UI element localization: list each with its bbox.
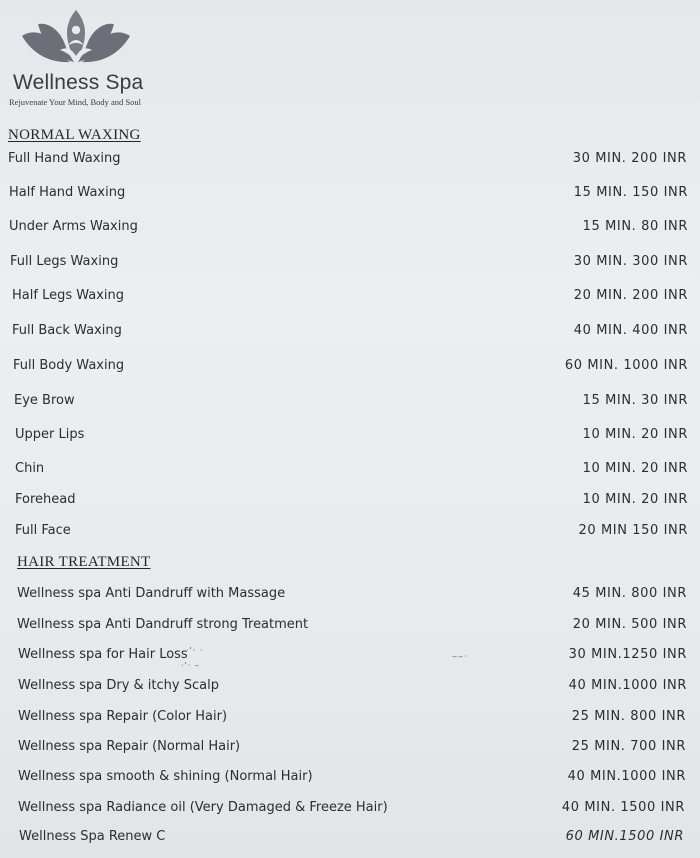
service-price: 40 MIN. 400 INR xyxy=(573,323,688,338)
lotus-icon xyxy=(20,6,132,68)
list-item xyxy=(0,288,700,308)
service-price: 15 MIN. 150 INR xyxy=(573,185,688,200)
section-title-hair-treatment: HAIR TREATMENT xyxy=(17,554,151,570)
service-name: Wellness spa smooth & shining (Normal Hair) xyxy=(18,769,313,784)
service-price: 30 MIN. 200 INR xyxy=(572,151,687,166)
service-name: Half Legs Waxing xyxy=(12,288,125,303)
list-item xyxy=(0,427,700,447)
print-specks: ‒‒· xyxy=(452,652,468,661)
service-name: Upper Lips xyxy=(15,427,85,442)
service-price: 30 MIN. 300 INR xyxy=(573,254,688,269)
print-specks: ·'· · xyxy=(186,646,204,655)
service-name: Wellness Spa Renew C xyxy=(19,829,166,844)
service-price: 40 MIN. 1500 INR xyxy=(561,800,685,815)
list-item xyxy=(0,358,700,378)
service-price: 15 MIN. 30 INR xyxy=(582,393,688,408)
service-name: Full Body Waxing xyxy=(13,358,125,373)
service-price: 25 MIN. 800 INR xyxy=(571,709,686,724)
service-name: Wellness spa Repair (Color Hair) xyxy=(18,709,228,724)
service-name: Forehead xyxy=(15,492,76,507)
service-price: 20 MIN. 500 INR xyxy=(572,617,687,632)
service-name: Full Legs Waxing xyxy=(10,254,119,269)
section-title-normal-waxing: NORMAL WAXING xyxy=(8,127,141,143)
list-item xyxy=(0,254,700,274)
service-price: 25 MIN. 700 INR xyxy=(571,739,686,754)
service-name: Full Face xyxy=(15,523,71,538)
list-item xyxy=(0,523,700,543)
list-item xyxy=(0,151,700,171)
list-item xyxy=(0,586,700,606)
service-name: Full Back Waxing xyxy=(12,323,122,338)
print-specks: ·'· – xyxy=(181,661,200,670)
service-name: Half Hand Waxing xyxy=(9,185,126,200)
list-item xyxy=(0,393,700,413)
service-price: 10 MIN. 20 INR xyxy=(582,492,688,507)
list-item xyxy=(0,647,700,667)
list-item xyxy=(0,492,700,512)
service-name: Wellness spa Dry & itchy Scalp xyxy=(18,678,219,693)
service-price: 10 MIN. 20 INR xyxy=(582,427,688,442)
list-item xyxy=(0,185,700,205)
service-price: 30 MIN.1250 INR xyxy=(568,647,687,662)
list-item xyxy=(0,617,700,637)
service-name: Chin xyxy=(15,461,45,476)
service-price: 20 MIN 150 INR xyxy=(578,523,688,538)
service-name: Wellness spa Repair (Normal Hair) xyxy=(18,739,241,754)
brand-name: Wellness Spa xyxy=(13,71,144,94)
service-price: 40 MIN.1000 INR xyxy=(568,678,687,693)
list-item xyxy=(0,800,700,820)
service-price: 15 MIN. 80 INR xyxy=(582,219,688,234)
service-name: Wellness spa Radiance oil (Very Damaged & Freeze Hair) xyxy=(18,800,388,815)
service-price: 60 MIN.1500 INR xyxy=(565,829,684,844)
service-price: 10 MIN. 20 INR xyxy=(582,461,688,476)
brand-tagline: Rejuvenate Your Mind, Body and Soul xyxy=(9,97,141,107)
service-name: Under Arms Waxing xyxy=(9,219,138,234)
service-price: 45 MIN. 800 INR xyxy=(572,586,687,601)
list-item xyxy=(0,323,700,343)
list-item xyxy=(0,769,700,789)
service-price: 20 MIN. 200 INR xyxy=(573,288,688,303)
list-item xyxy=(0,219,700,239)
service-name: Full Hand Waxing xyxy=(8,151,121,166)
service-price: 60 MIN. 1000 INR xyxy=(564,358,688,373)
list-item xyxy=(0,829,700,849)
service-price: 40 MIN.1000 INR xyxy=(567,769,686,784)
list-item xyxy=(0,709,700,729)
list-item xyxy=(0,461,700,481)
service-name: Wellness spa Anti Dandruff strong Treatment xyxy=(17,617,309,632)
service-name: Wellness spa Anti Dandruff with Massage xyxy=(17,586,286,601)
service-name: Eye Brow xyxy=(14,393,75,408)
list-item xyxy=(0,678,700,698)
list-item xyxy=(0,739,700,759)
service-name: Wellness spa for Hair Loss xyxy=(18,647,188,662)
